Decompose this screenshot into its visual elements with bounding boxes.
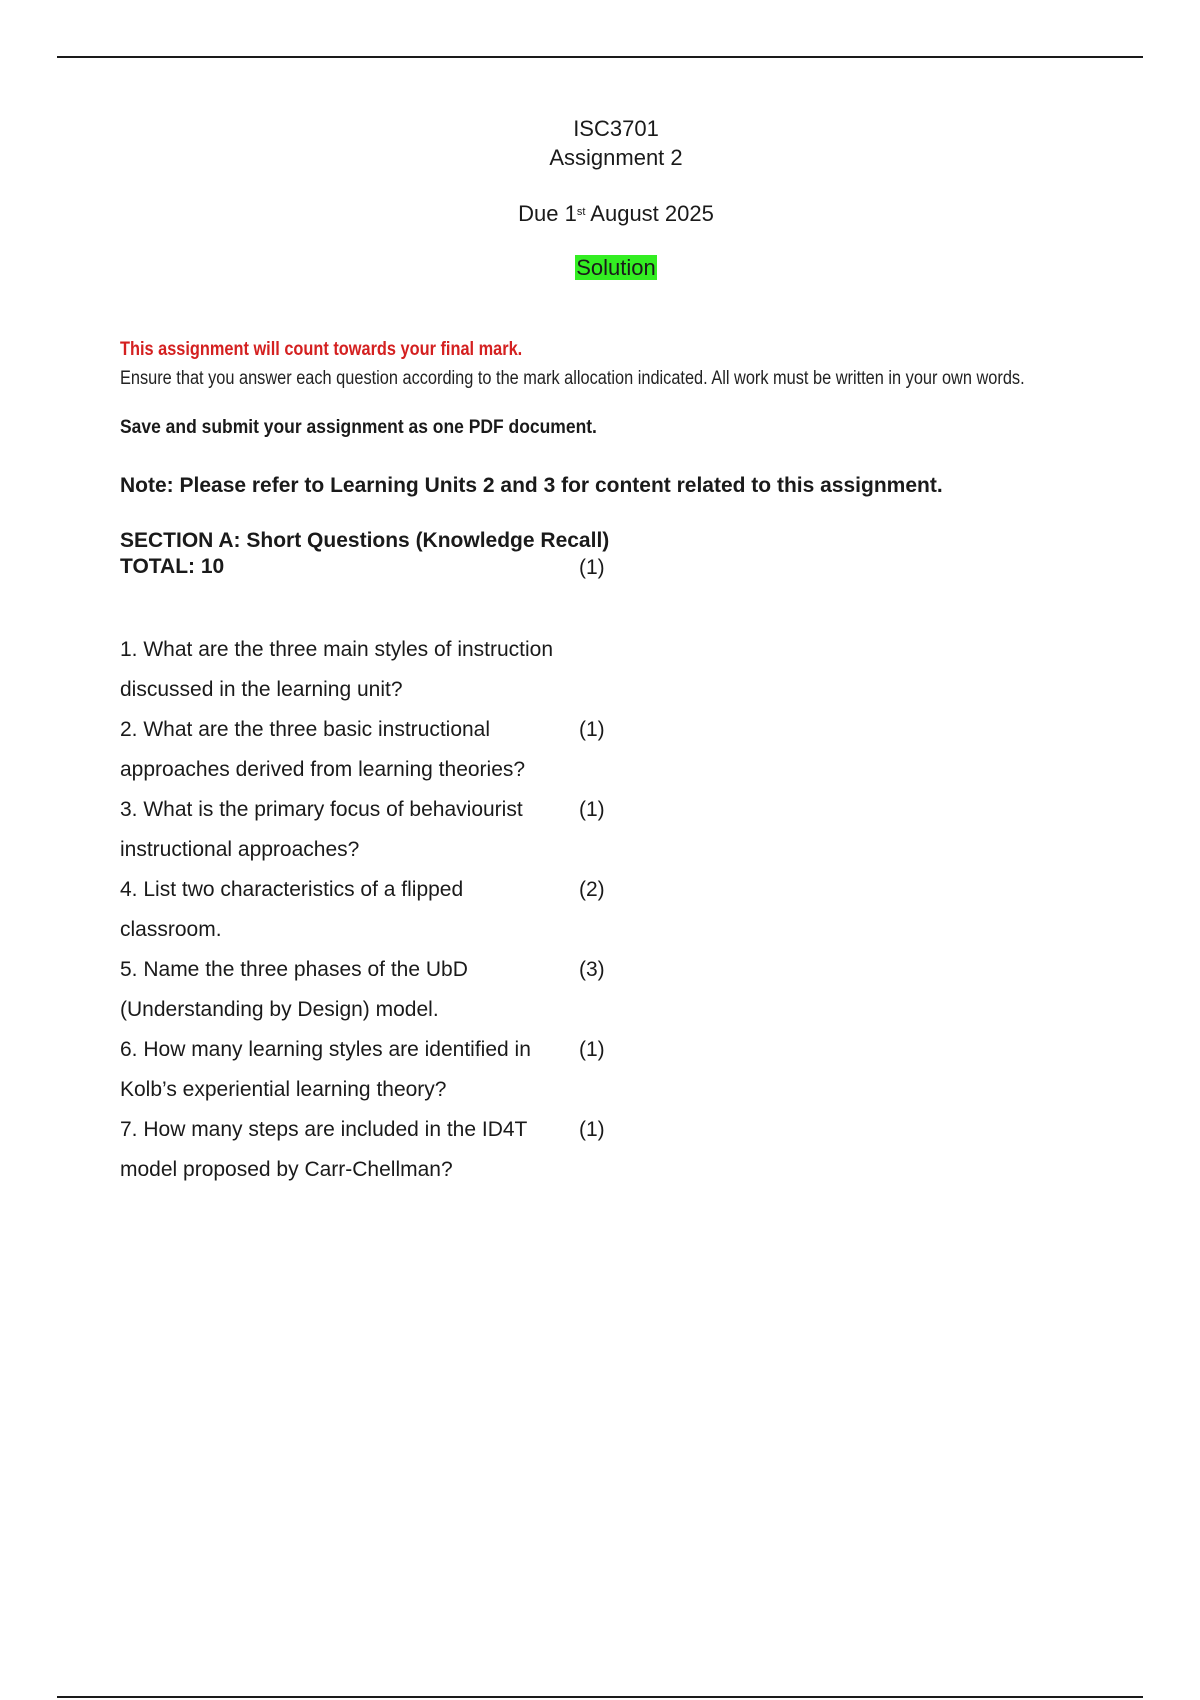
reference-note: Note: Please refer to Learning Units 2 and 3 for content related to this assignment.	[120, 474, 943, 497]
bottom-divider	[57, 1696, 1143, 1698]
question-mark: (1)	[579, 718, 605, 741]
section-a-title: SECTION A: Short Questions (Knowledge Recall)	[120, 529, 610, 552]
question-mark: (1)	[579, 798, 605, 821]
question-text: 2. What are the three basic instructional approaches derived from learning theories?	[120, 718, 526, 781]
question-item	[120, 870, 820, 950]
solution-heading	[0, 254, 1200, 282]
course-code: ISC3701	[573, 116, 659, 141]
question-text: 6. How many learning styles are identified in Kolb’s experiential learning theory?	[120, 1038, 531, 1101]
due-suffix: August 2025	[585, 201, 714, 226]
question-item	[120, 710, 820, 790]
question-item	[120, 1030, 820, 1110]
question-text: 7. How many steps are included in the ID4T model proposed by Carr-Chellman?	[120, 1118, 527, 1181]
answer-guidance: Ensure that you answer each question according to the mark allocation indicated. All work must be written in your own words.	[120, 368, 1025, 389]
question-item	[120, 630, 820, 710]
top-divider	[57, 56, 1143, 58]
question-mark: (3)	[579, 958, 605, 981]
question-text: 1. What are the three main styles of instruction discussed in the learning unit?	[120, 638, 554, 701]
due-date	[0, 200, 1200, 228]
question-text: 5. Name the three phases of the UbD (Understanding by Design) model.	[120, 958, 468, 1021]
question-text: 3. What is the primary focus of behaviourist instructional approaches?	[120, 798, 523, 861]
final-mark-warning: This assignment will count towards your final mark.	[120, 339, 523, 360]
assignment-title: Assignment 2	[549, 145, 683, 170]
question-list	[120, 630, 820, 1190]
question-item	[120, 1110, 820, 1190]
submission-instruction: Save and submit your assignment as one PDF document.	[120, 417, 597, 438]
question-text: 4. List two characteristics of a flipped classroom.	[120, 878, 464, 941]
question-item	[120, 950, 820, 1030]
question-item	[120, 790, 820, 870]
due-prefix: Due 1	[518, 201, 577, 226]
question-mark: (1)	[579, 1118, 605, 1141]
section-a-total: TOTAL: 10	[120, 555, 225, 578]
section-a-total-mark: (1)	[579, 556, 605, 579]
question-mark: (2)	[579, 878, 605, 901]
question-mark: (1)	[579, 1038, 605, 1061]
due-superscript: st	[576, 206, 586, 218]
solution-label: Solution	[576, 255, 656, 280]
